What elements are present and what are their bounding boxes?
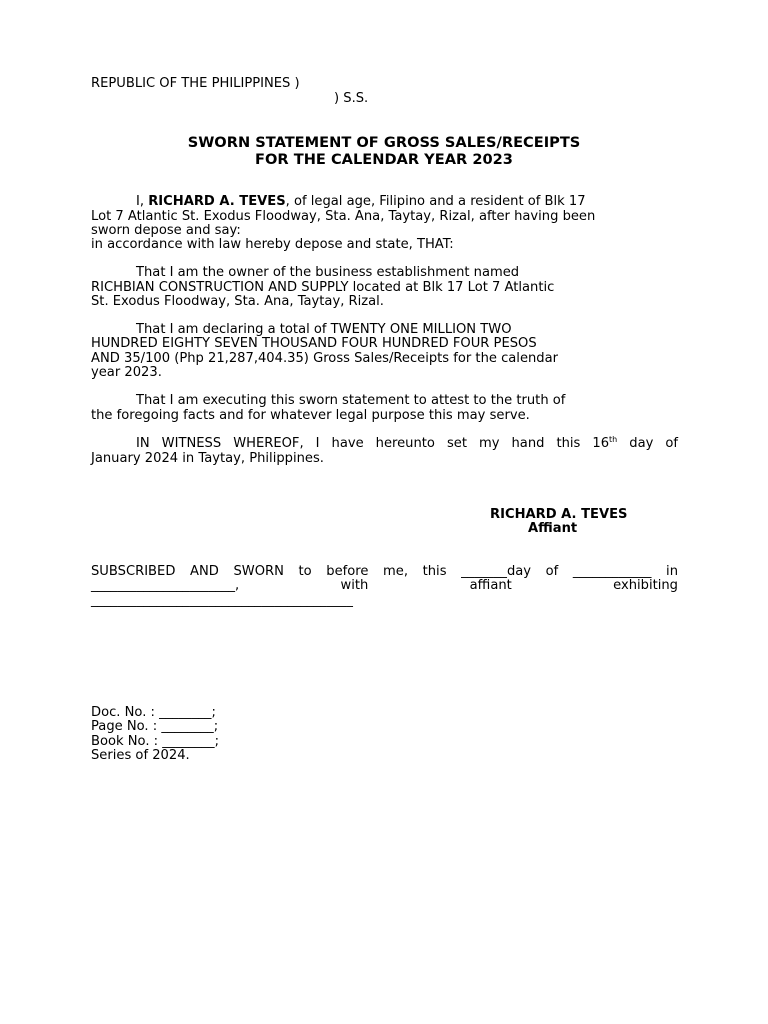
owner-line-2: RICHBIAN CONSTRUCTION AND SUPPLY located at Blk 17 Lot 7 Atlantic (91, 280, 555, 295)
doc-number: Doc. No. : ________; (91, 705, 216, 720)
intro-prefix: I, (136, 194, 149, 209)
affiant-name-inline: RICHARD A. TEVES (148, 194, 286, 209)
execute-line-1: That I am executing this sworn statement to attest to the truth of (136, 393, 566, 408)
document-title-line-2: FOR THE CALENDAR YEAR 2023 (255, 151, 513, 168)
jurat-line-2: ______________________, with affiant exhibiting (91, 578, 678, 593)
owner-line-1: That I am the owner of the business establishment named (136, 265, 520, 280)
witness-text-start: IN WITNESS WHEREOF, I have hereunto set my hand this 16 (136, 436, 610, 451)
witness-line-1 (91, 437, 678, 452)
witness-line-2: January 2024 in Taytay, Philippines. (91, 451, 324, 466)
declare-line-4: year 2023. (91, 365, 162, 380)
document-title-line-1: SWORN STATEMENT OF GROSS SALES/RECEIPTS (187, 134, 581, 151)
declare-line-2: HUNDRED EIGHTY SEVEN THOUSAND FOUR HUNDRED FOUR PESOS (91, 336, 537, 351)
page-number: Page No. : ________; (91, 719, 219, 734)
execute-line-2: the foregoing facts and for whatever legal purpose this may serve. (91, 408, 530, 423)
intro-line-4: in accordance with law hereby depose and state, THAT: (91, 237, 454, 252)
jurat-line-1: SUBSCRIBED AND SWORN to before me, this _______day of ____________ in (91, 564, 678, 579)
signature-role: Affiant (528, 521, 578, 536)
intro-line-2: Lot 7 Atlantic St. Exodus Floodway, Sta. Ana, Taytay, Rizal, after having been (91, 209, 596, 224)
intro-line-3: sworn depose and say: (91, 223, 241, 238)
witness-text-end: day of (617, 436, 678, 451)
intro-line-1-rest: , of legal age, Filipino and a resident of Blk 17 (285, 194, 586, 209)
jurat-line-3: ________________________________________ (91, 593, 353, 608)
signature-name: RICHARD A. TEVES (490, 507, 628, 522)
book-number: Book No. : ________; (91, 734, 220, 749)
declare-line-3: AND 35/100 (Php 21,287,404.35) Gross Sales/Receipts for the calendar (91, 351, 559, 366)
owner-line-3: St. Exodus Floodway, Sta. Ana, Taytay, Rizal. (91, 294, 384, 309)
intro-line-1 (91, 195, 586, 210)
witness-superscript: th (609, 435, 618, 444)
series: Series of 2024. (91, 748, 190, 763)
ss-line: ) S.S. (334, 91, 369, 106)
venue-line: REPUBLIC OF THE PHILIPPINES ) (91, 76, 300, 91)
declare-line-1: That I am declaring a total of TWENTY ONE MILLION TWO (136, 322, 512, 337)
